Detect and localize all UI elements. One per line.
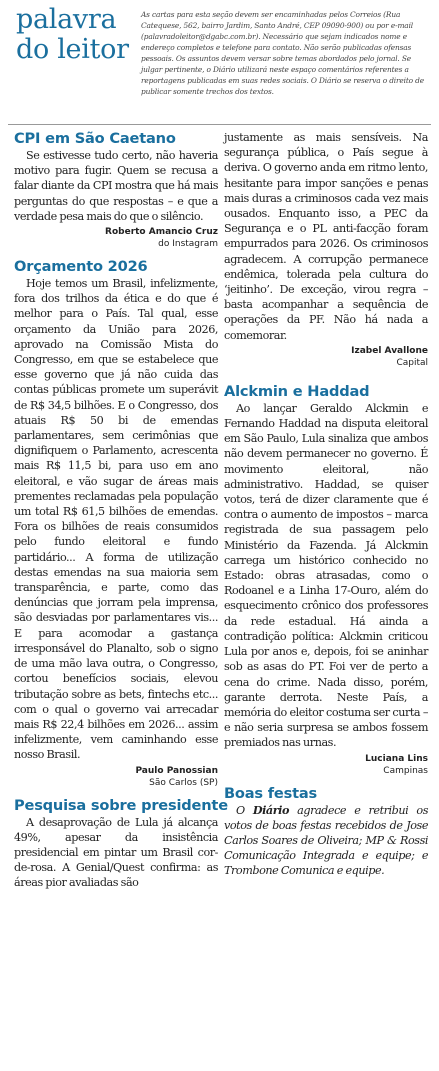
letter-location: São Carlos (SP) xyxy=(149,777,218,788)
letter-author: Paulo Panossian xyxy=(135,765,218,776)
letter-location: Capital xyxy=(396,357,428,368)
letter-author: Roberto Amancio Cruz xyxy=(105,227,218,238)
letter-heading: CPI em São Caetano xyxy=(14,130,176,147)
newspaper-name: Diário xyxy=(252,802,289,817)
letter-pesquisa-presidente-part-1 xyxy=(14,796,228,891)
letter-author: Izabel Avallone xyxy=(351,345,428,356)
section-title xyxy=(16,5,134,65)
letter-alckmin-haddad xyxy=(224,383,428,777)
left-column xyxy=(14,130,228,891)
notice-body xyxy=(224,803,428,879)
letter-location: do Instagram xyxy=(158,239,218,250)
notice-body-post: agradece e retribui os votos de boas festas recebidos de Jose Carlos Soares de Oliveira; MP & Rossi Comunicação Integrada e equipe; e Trombone Comunica e equipe. xyxy=(224,803,428,878)
letter-location: Campinas xyxy=(383,765,428,776)
letter-body: Hoje temos um Brasil, infelizmente, fora dos trilhos da ética e do que é melhor para o País. Tal qual, esse orçamento da União para 2026, aprovado na Comissão Mista do Congresso, em que se estabelece que esse governo que já não cuida das contas públicas promete um superávit de R$ 34,5 bilhões. E o Congresso, dos atuais R$ 50 bi de emendas parlamentares, sem cerimônias que dignifiquem o Parlamento, acrescenta mais R$ 11,5 bi, para uso em ano eleitoral, e vão sugar de áreas mais prementes reclamadas pela população um total R$ 61,5 bilhões de emendas. Fora os bilhões de reais consumidos pelo fundo eleitoral e fundo partidário... A forma de utilização destas emendas na sua maioria sem transparência, e parte, como das denúncias que jorram pela imprensa, são desviadas por parlamentares vis... E para acomodar a gastança irresponsável do Planalto, sob o signo de uma mão lava outra, o Congresso, cortou benefícios sociais, elevou tributação sobre as bets, fintechs etc... com o qual o governo vai arrecadar mais R$ 22,4 bilhões em 2026... assim infelizmente, vem caminhando esse nosso Brasil. xyxy=(14,277,218,762)
header-divider xyxy=(8,124,431,125)
notice-body-pre: O xyxy=(236,803,253,817)
letter-author: Luciana Lins xyxy=(365,753,428,764)
section-title-line-1: palavra xyxy=(16,4,117,35)
right-column xyxy=(224,130,428,879)
letter-pesquisa-presidente-part-2 xyxy=(224,130,428,369)
letter-body: Se estivesse tudo certo, não haveria motivo para fugir. Quem se recusa a falar diante da CPI mostra que há mais perguntas do que respostas – e que a verdade pesa mais do que o silêncio. xyxy=(14,149,218,223)
letter-body-start: A desaprovação de Lula já alcança 49%, apesar da insistência presidencial em pintar um Brasil cor-de-rosa. A Genial/Quest confirma: as áreas pior avaliadas são xyxy=(14,815,218,890)
letter-heading: Pesquisa sobre presidente xyxy=(14,796,228,814)
letter-body-continued: justamente as mais sensíveis. Na segurança pública, o País segue à deriva. O governo anda em ritmo lento, hesitante para impor sanções e penas mais duras a criminosos cada vez mais ousados. Enquanto isso, a PEC da Segurança e o PL anti-facção foram empurrados para 2026. Os criminosos agradecem. A corrupção permanece endêmica, tolerada pela cultura do ‘jeitinho’. De exceção, virou regra – basta acompanhar a sequência de operações da PF. Não há nada a comemorar. xyxy=(224,131,428,342)
section-title-line-2: do leitor xyxy=(16,34,129,65)
letter-body: Ao lançar Geraldo Alckmin e Fernando Haddad na disputa eleitoral em São Paulo, Lula sinaliza que ambos não devem permanecer no governo. É movimento eleitoral, não administrativo. Haddad, se quiser votos, terá de dizer claramente que é contra o aumento de impostos – marca registrada de sua passagem pelo Ministério da Fazenda. Já Alckmin carrega um histórico conhecido no Estado: obras atrasadas, como o Rodoanel e a Linha 17-Ouro, além do esquecimento crônico dos professores da rede estadual. Há ainda a contradição política: Alckmin criticou Lula por anos e, depois, foi se aninhar sob as asas do PT. Foi ver de perto a cena do crime. Nada disso, porém, garante derrota. Neste País, a memória do eleitor costuma ser curta – e não seria surpresa se ambos fossem premiados nas urnas. xyxy=(224,401,428,750)
notice-boas-festas xyxy=(224,785,428,879)
letter-cpi-sao-caetano xyxy=(14,130,218,250)
letter-heading: Orçamento 2026 xyxy=(14,258,148,276)
letter-heading: Alckmin e Haddad xyxy=(224,382,370,400)
letter-heading: Boas festas xyxy=(224,784,318,802)
letter-orcamento-2026 xyxy=(14,258,218,789)
submission-instructions: As cartas para esta seção devem ser encaminhadas pelos Correios (Rua Catequese, 562, bairro Jardim, Santo André, CEP 09090-900) ou por e-mail (palavradoleitor@dgabc.com.br). Necessário que sejam indicados nome e endereço completos e telefone para contato. Não serão publicadas ofensas pessoais. Os assuntos devem versar sobre temas abordados pelo jornal. Se julgar pertinente, o Diário utilizará neste espaço comentários referentes a reportagens publicadas em suas redes sociais. O Diário se reserva o direito de publicar somente trechos dos textos. xyxy=(141,10,424,96)
